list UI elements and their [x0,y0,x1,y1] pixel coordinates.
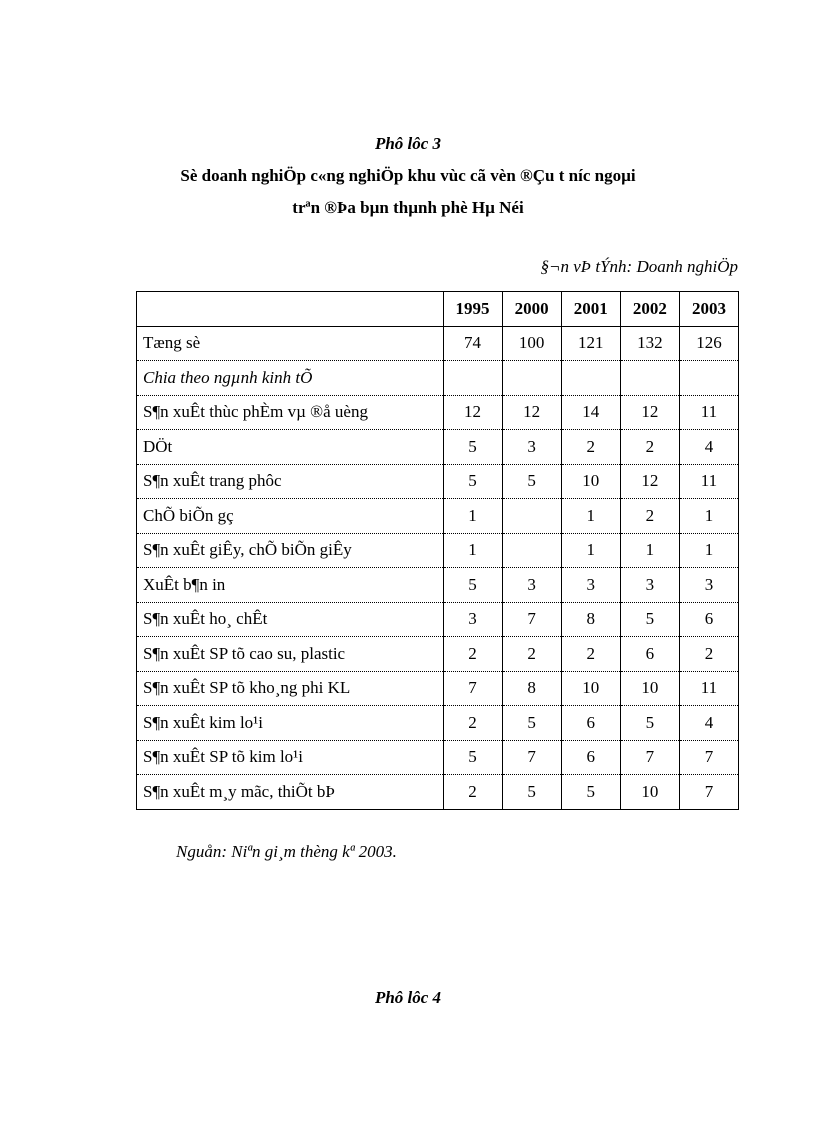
table-cell: 10 [620,671,679,706]
row-label: S¶n xuÊt ho¸ chÊt [137,602,444,637]
table-row [137,671,739,706]
table-cell: 126 [679,326,738,361]
table-cell: 4 [679,430,738,465]
table-row [137,533,739,568]
row-label: S¶n xuÊt thùc phÈm vµ ®å uèng [137,395,444,430]
table-cell: 100 [502,326,561,361]
table-cell [502,499,561,534]
table-cell: 3 [561,568,620,603]
table-cell: 1 [620,533,679,568]
table-cell: 6 [620,637,679,672]
table-cell: 5 [502,775,561,810]
table-cell: 3 [502,430,561,465]
table-cell [561,361,620,396]
table-cell: 10 [561,671,620,706]
table-cell: 8 [561,602,620,637]
table-cell: 6 [561,740,620,775]
table-row [137,637,739,672]
table-cell: 2 [443,706,502,741]
table-row [137,740,739,775]
table-cell: 132 [620,326,679,361]
table-cell: 14 [561,395,620,430]
table-cell: 3 [443,602,502,637]
table-title-line-1: Sè doanh nghiÖp c«ng nghiÖp khu vùc cã vèn ®Çu t níc ngoµi [180,166,636,185]
table-cell: 2 [443,775,502,810]
row-label: S¶n xuÊt SP tõ kim lo¹i [137,740,444,775]
table-cell: 5 [620,602,679,637]
table-cell: 3 [502,568,561,603]
table-cell: 5 [502,706,561,741]
table-cell: 2 [443,637,502,672]
table-cell: 10 [561,464,620,499]
table-cell: 12 [620,464,679,499]
table-cell: 7 [443,671,502,706]
table-row [137,464,739,499]
row-label: S¶n xuÊt kim lo¹i [137,706,444,741]
row-label: S¶n xuÊt SP tõ kho¸ng phi KL [137,671,444,706]
table-cell: 2 [502,637,561,672]
header-year-1995: 1995 [443,292,502,327]
row-label: S¶n xuÊt m¸y mãc, thiÕt bÞ [137,775,444,810]
table-cell [502,361,561,396]
table-cell: 7 [502,740,561,775]
table-row [137,706,739,741]
table-cell: 5 [443,740,502,775]
table-cell: 4 [679,706,738,741]
header-year-2001: 2001 [561,292,620,327]
table-cell [502,533,561,568]
table-cell: 2 [679,637,738,672]
table-cell: 1 [679,533,738,568]
table-row [137,361,739,396]
table-cell: 1 [561,533,620,568]
table-cell [443,361,502,396]
row-label: XuÊt b¶n in [137,568,444,603]
appendix-4-title: Phô lôc 4 [374,988,442,1007]
table-cell: 5 [443,430,502,465]
table-row [137,568,739,603]
table-row [137,395,739,430]
table-cell: 121 [561,326,620,361]
table-cell: 7 [620,740,679,775]
table-cell: 7 [679,775,738,810]
table-cell: 5 [561,775,620,810]
table-cell: 74 [443,326,502,361]
table-cell: 3 [679,568,738,603]
table-cell: 2 [620,430,679,465]
appendix-3-title: Phô lôc 3 [374,134,442,153]
row-label: ChÕ biÕn gç [137,499,444,534]
table-row [137,499,739,534]
table-cell: 5 [502,464,561,499]
table-cell: 5 [443,464,502,499]
table-row [137,775,739,810]
table-cell: 7 [502,602,561,637]
table-cell: 10 [620,775,679,810]
table-row [137,430,739,465]
table-cell: 11 [679,464,738,499]
table-header-row [137,292,739,327]
unit-note: §¬n vÞ tÝnh: Doanh nghiÖp [540,257,738,276]
row-label: S¶n xuÊt trang phôc [137,464,444,499]
row-label: Chia theo ngµnh kinh tÕ [137,361,444,396]
row-label: S¶n xuÊt giÊy, chÕ biÕn giÊy [137,533,444,568]
table-cell: 12 [443,395,502,430]
table-cell: 1 [679,499,738,534]
table-cell: 1 [561,499,620,534]
table-row [137,326,739,361]
enterprise-table [136,291,739,810]
table-cell: 2 [620,499,679,534]
table-cell: 7 [679,740,738,775]
row-label: Tæng sè [137,326,444,361]
header-corner [137,292,444,327]
row-label: DÖt [137,430,444,465]
table-cell: 2 [561,430,620,465]
header-year-2000: 2000 [502,292,561,327]
row-label: S¶n xuÊt SP tõ cao su, plastic [137,637,444,672]
table-cell: 3 [620,568,679,603]
header-year-2002: 2002 [620,292,679,327]
table-cell: 11 [679,671,738,706]
table-cell: 12 [620,395,679,430]
table-title-line-2: trªn ®Þa bµn thµnh phè Hµ Néi [292,198,524,217]
table-cell: 12 [502,395,561,430]
table-cell: 6 [679,602,738,637]
source-note: Nguån: Niªn gi¸m thèng kª 2003. [176,842,397,861]
table-cell: 6 [561,706,620,741]
table-cell: 5 [443,568,502,603]
table-cell: 2 [561,637,620,672]
table-cell: 8 [502,671,561,706]
table-cell: 11 [679,395,738,430]
table-cell: 5 [620,706,679,741]
table-row [137,602,739,637]
table-cell: 1 [443,499,502,534]
table-cell [620,361,679,396]
header-year-2003: 2003 [679,292,738,327]
table-cell: 1 [443,533,502,568]
table-cell [679,361,738,396]
